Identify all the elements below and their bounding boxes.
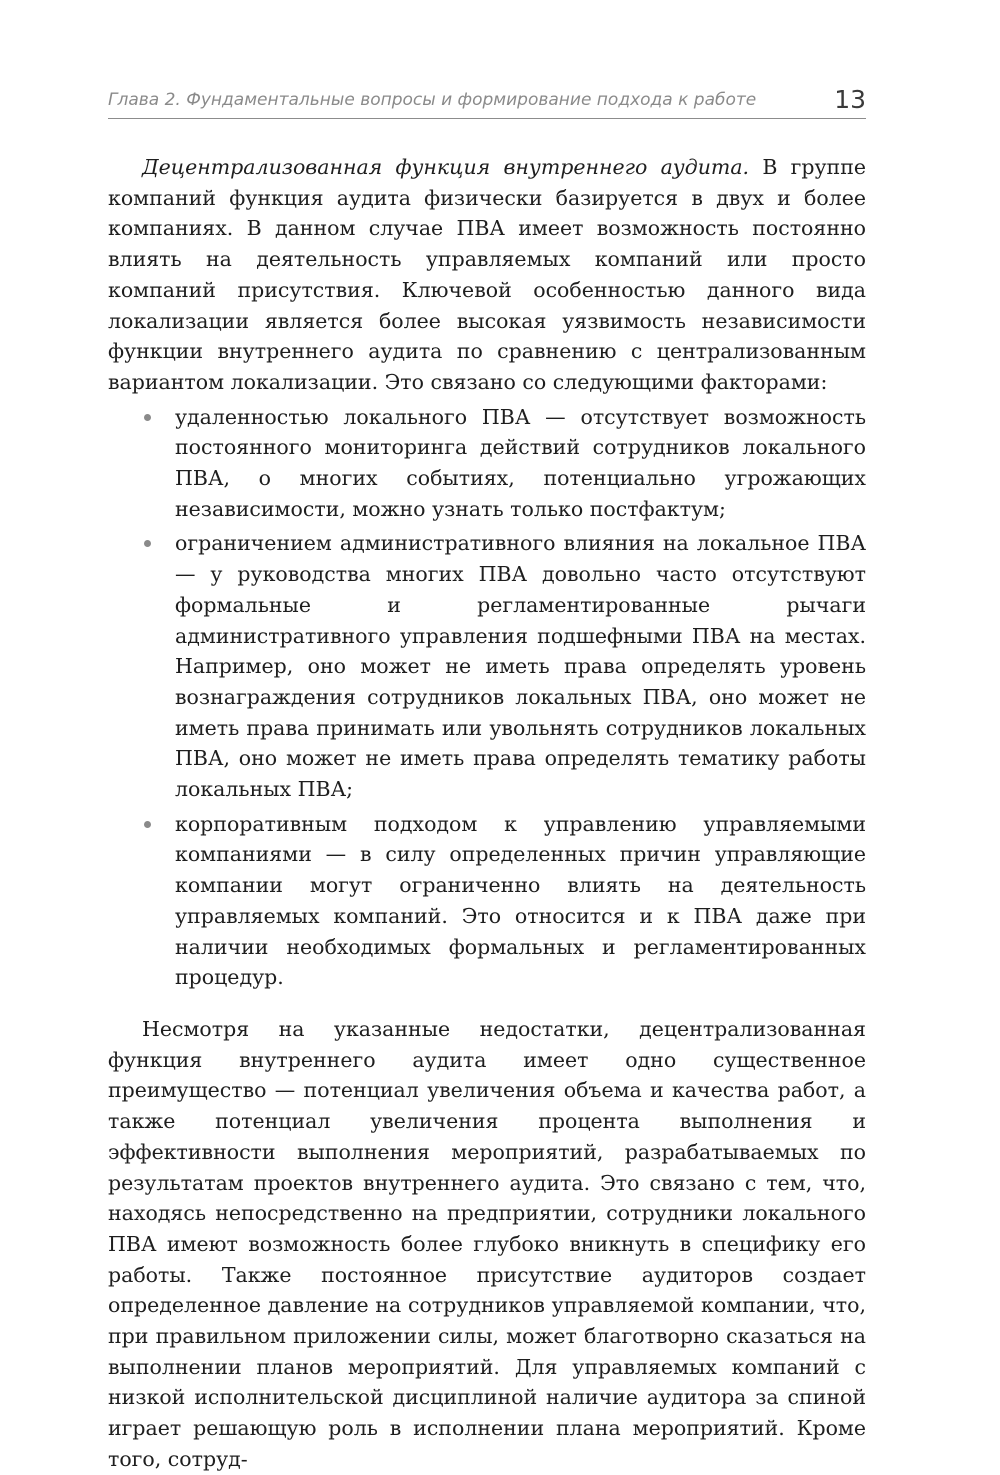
list-item — [108, 809, 866, 993]
list-item-text: ограничением административного влияния на локальное ПВА — у руководства многих ПВА довольно часто отсутствуют формальные и регламентированные рычаги административного управления подшефными ПВА на местах. Например, оно может не иметь права определять уровень вознаграждения сотрудников локальных ПВА, оно может не иметь права принимать или увольнять сотрудников локальных ПВА, оно может не иметь права определять тематику работы локальных ПВА; — [175, 531, 866, 802]
intro-term: Децентрализованная функция внутреннего аудита. — [142, 155, 750, 179]
page-number: 13 — [834, 85, 866, 114]
page-body — [108, 152, 866, 1475]
bullet-icon — [144, 414, 151, 421]
intro-paragraph — [108, 152, 866, 398]
list-item-text: удаленностью локального ПВА — отсутствует возможность постоянного мониторинга действий сотрудников локального ПВА, о многих событиях, потенциально угрожающих независимости, можно узнать только постфактум; — [175, 404, 866, 521]
intro-text: В группе компаний функция аудита физически базируется в двух и более компаниях. В данном случае ПВА имеет возможность постоянно влиять на деятельность управляемых компаний или просто компаний присутствия. Ключевой особенностью данного вида локализации является более высокая уязвимость независимости функции внутреннего аудита по сравнению с централизованным вариантом локализации. Это связано со следующими факторами: — [108, 155, 866, 394]
bullet-icon — [144, 821, 151, 828]
bullet-icon — [144, 540, 151, 547]
factor-list — [108, 402, 866, 993]
closing-paragraph: Несмотря на указанные недостатки, децентрализованная функция внутреннего аудита имеет одно существенное преимущество — потенциал увеличения объема и качества работ, а также потенциал увеличения процента выполнения и эффективности выполнения мероприятий, разрабатываемых по результатам проектов внутреннего аудита. Это связано с тем, что, находясь непосредственно на предприятии, сотрудники локального ПВА имеют возможность более глубоко вникнуть в специфику его работы. Также постоянное присутствие аудиторов создает определенное давление на сотрудников управляемой компании, что, при правильном приложении силы, может благотворно сказаться на выполнении планов мероприятий. Для управляемых компаний с низкой исполнительской дисциплиной наличие аудитора за спиной играет решающую роль в исполнении плана мероприятий. Кроме того, сотруд- — [108, 1016, 866, 1471]
page-header — [108, 84, 866, 119]
list-item-text: корпоративным подходом к управлению управляемыми компаниями — в силу определенных причин управляющие компании могут ограниченно влиять на деятельность управляемых компаний. Это относится и к ПВА даже при наличии необходимых формальных и регламентированных процедур. — [175, 811, 866, 990]
list-item — [108, 402, 866, 525]
list-item — [108, 528, 866, 804]
running-header: Глава 2. Фундаментальные вопросы и формирование подхода к работе — [108, 90, 757, 110]
